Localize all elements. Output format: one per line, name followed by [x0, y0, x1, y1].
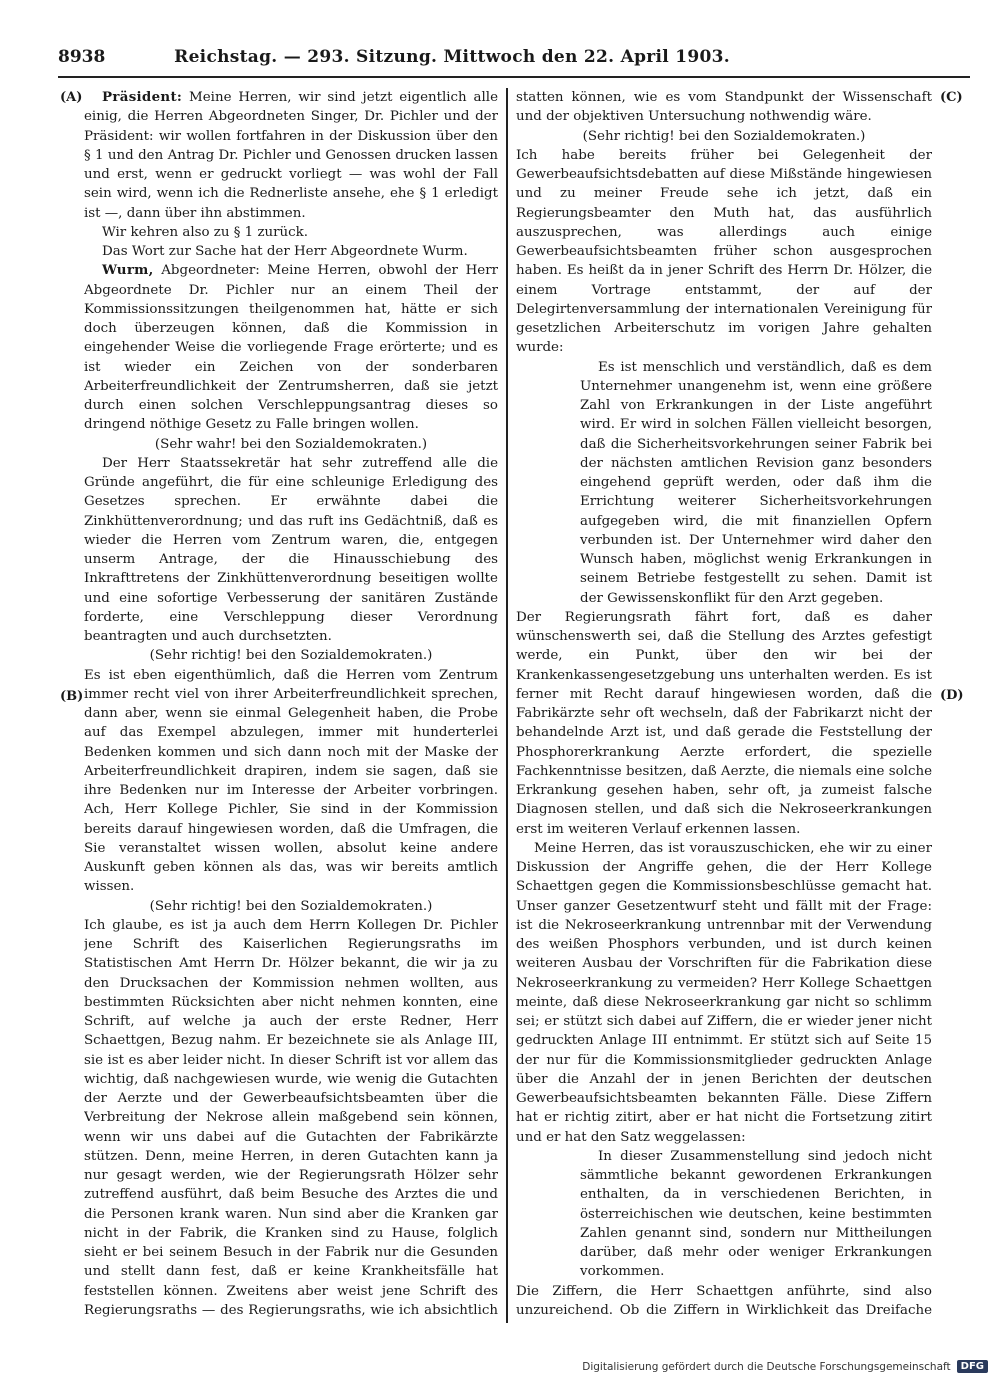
speaker-name: Präsident:	[102, 89, 183, 105]
header-rule	[58, 76, 970, 78]
paragraph-text: (Sehr richtig! bei den Sozialdemokraten.)	[149, 648, 433, 664]
paragraph-text: Das Wort zur Sache hat der Herr Abgeordnete Wurm.	[102, 244, 468, 259]
paragraph-text: In dieser Zusammenstellung sind jedoch nicht sämmtliche bekannt gewordenen Erkrankungen enthalten, da in verschiedenen Berichten, in österreichischen wie deutschen, keine bestimmten Zahlen genannt sind, sondern nur Mittheilungen darüber, daß mehr oder weniger Erkrankungen vorkommen.	[580, 1148, 932, 1280]
running-head: Reichstag. — 293. Sitzung. Mittwoch den 22. April 1903.	[174, 47, 730, 67]
paragraph-text: Es ist menschlich und verständlich, daß es dem Unternehmer unangenehm ist, wenn eine größere Zahl von Erkrankungen in der Liste angeführt wird. Er wird in solchen Fällen vielleicht besorgen, daß die Sicherheitsvorkehrungen seiner Fabrik bei der nächsten amtlichen Revision ganz besonders eingehend geprüft werden, oder daß ihm die Errichtung weiterer Sicherheitsvorkehrungen aufgegeben wird, die mit finanziellen Opfern verbunden ist. Der Unternehmer wird daher den Wunsch haben, möglichst wenig Erkrankungen in seinem Betriebe festgestellt zu sehen. Damit ist der Gewissenskonflikt für den Arzt gegeben.	[580, 359, 932, 606]
page-number: 8938	[58, 47, 106, 67]
margin-marker-b: (B)	[60, 689, 84, 704]
paragraph	[516, 146, 932, 358]
paragraph-text: Abgeordneter: Meine Herren, obwohl der Herr Abgeordnete Dr. Pichler nur an einem Theil der Kommissionssitzungen theilgenommen hat, hätte er sich doch überzeugen können, daß die Kommission in eingehender Weise die vorliegende Frage erörterte; und es ist wieder ein Zeichen von der sonderbaren Arbeiterfreundlichkeit der Zentrumsherren, daß sie jetzt durch einen solchen Verschleppungsantrag dieses so dringend nöthige Gesetz zu Falle bringen wollen.	[84, 263, 498, 433]
paragraph	[516, 1282, 932, 1319]
paragraph	[516, 608, 932, 839]
speaker-name: Wurm,	[102, 262, 154, 279]
paragraph	[84, 646, 498, 665]
margin-marker-a: (A)	[60, 90, 83, 105]
footer-credit: Digitalisierung gefördert durch die Deutsche Forschungsgemeinschaft	[582, 1360, 951, 1373]
paragraph	[84, 454, 498, 647]
paragraph	[84, 435, 498, 454]
margin-marker-d: (D)	[940, 688, 964, 703]
paragraph-text: Ich habe bereits früher bei Gelegenheit der Gewerbeaufsichtsdebatten auf diese Mißstände hingewiesen und zu meiner Freude sehe ich jetzt, daß ein Regierungsbeamter den Muth hat, das ausführlich auszusprechen, was allerdings auch einige Gewerbeaufsichtsbeamten früher schon ausgesprochen haben. Es heißt da in jener Schrift des Herrn Dr. Hölzer, die einem Vortrage entstammt, der auf der Delegirtenversammlung der internationalen Vereinigung für gesetzlichen Arbeiterschutz im vorigen Jahre gehalten wurde:	[516, 147, 932, 356]
paragraph	[516, 127, 932, 146]
paragraph-text: (Sehr richtig! bei den Sozialdemokraten.)	[582, 128, 866, 144]
paragraph	[580, 358, 932, 608]
paragraph	[84, 666, 498, 897]
paragraph-text: Ich glaube, es ist ja auch dem Herrn Kollegen Dr. Pichler jene Schrift des Kaiserlichen Regierungsraths im Statistischen Amt Herrn Dr. Hölzer bekannt, die wir ja zu den Drucksachen der Kommission nehmen wollten, aus bestimmten Rücksichten aber nicht nehmen konnten, eine Schrift, auf welche ja auch der erste Redner, Herr Schaettgen, Bezug nahm. Er bezeichnete sie als Anlage III, sie ist es aber leider nicht. In dieser Schrift ist vor allem das wichtig, daß nachgewiesen wurde, wie wenig die Gutachten der Aerzte und der Gewerbeaufsichtsbeamten über die Verbreitung der Nekrose allein maßgebend sein können, wenn wir uns dabei auf die Gutachten der Fabrikärzte stützen. Denn, meine Herren, in deren Gutachten kann ja nur gesagt werden, wie der Regierungsrath Hölzer sehr zutreffend ausführt, daß beim Besuche des Arztes die und die Personen krank waren. Nun sind aber die Kranken gar nicht in der Fabrik, die Kranken sind zu Hause, folglich sieht er bei seinem Besuch in der Fabrik nur die Gesunden und stellt dann fest, daß er keine Krankheitsfälle hat feststellen können. Zweitens aber weist jene Schrift des Regierungsraths — des Regierungsraths, wie ich absichtlich	[84, 917, 498, 1318]
paragraph-text: statten können, wie es vom Standpunkt der Wissenschaft und der objektiven Untersuchung nothwendig wäre.	[516, 90, 932, 125]
paragraph-text: Meine Herren, wir sind jetzt eigentlich alle einig, die Herren Abgeordneten Singer, Dr. Pichler und der Präsident: wir wollen fortfahren in der Diskussion über den § 1 und den Antrag Dr. Pichler und Genossen drucken lassen und erst, wenn er gedruckt vorliegt — was wohl der Fall sein wird, wenn ich die Rednerliste ansehe, ehe § 1 erledigt ist —, dann über ihn abstimmen.	[84, 90, 498, 221]
paragraph	[580, 1147, 932, 1282]
paragraph	[516, 839, 932, 1147]
column-divider	[506, 88, 508, 1323]
paragraph-text: (Sehr wahr! bei den Sozialdemokraten.)	[154, 436, 428, 452]
dfg-logo: DFG	[957, 1360, 988, 1373]
paragraph	[84, 242, 498, 261]
right-column	[516, 88, 932, 1318]
paragraph	[84, 88, 498, 223]
paragraph-text: Es ist eben eigenthümlich, daß die Herren vom Zentrum immer recht viel von ihrer Arbeiterfreundlichkeit sprechen, dann aber, wenn sie einmal Gelegenheit haben, die Probe auf das Exempel abzulegen, immer mit hunderterlei Bedenken kommen und sich dann noch mit der Maske der Arbeiterfreundlichkeit drapiren, indem sie sagen, daß sie ihre Bedenken nur im Interesse der Arbeiter vorbringen. Ach, Herr Kollege Pichler, Sie sind in der Kommission bereits darauf hingewiesen worden, daß die Umfragen, die Sie veranstaltet wissen wollen, absolut keine andere Auskunft geben können als das, was wir bereits amtlich wissen.	[84, 667, 498, 895]
left-column	[84, 88, 498, 1318]
margin-marker-c: (C)	[940, 90, 963, 105]
paragraph	[84, 261, 498, 434]
paragraph-text: Wir kehren also zu § 1 zurück.	[102, 224, 309, 240]
paragraph-text: Die Ziffern, die Herr Schaettgen anführte, sind also unzureichend. Ob die Ziffern in Wirklichkeit das Dreifache	[516, 1283, 932, 1318]
page-footer	[582, 1360, 988, 1373]
paragraph-text: (Sehr richtig! bei den Sozialdemokraten.)	[149, 898, 433, 914]
paragraph-text: Der Herr Staatssekretär hat sehr zutreffend alle die Gründe angeführt, die für eine schleunige Erledigung des Gesetzes sprechen. Er erwähnte dabei die Zinkhüttenverordnung; und das ruft ins Gedächtniß, daß es wieder die Herren vom Zentrum waren, die, entgegen unserm Antrage, der die Hinausschiebung des Inkrafttretens der Zinkhüttenverordnung beseitigen wollte und eine sofortige Verbesserung der sanitären Zustände forderte, eine Verschleppung dieser Verordnung beantragten und auch durchsetzten.	[84, 455, 498, 644]
paragraph	[84, 223, 498, 242]
page-header	[58, 42, 970, 72]
paragraph-text: Der Regierungsrath fährt fort, daß es daher wünschenswerth sei, daß die Stellung des Arztes gefestigt werde, ein Punkt, über den wir bei der Krankenkassengesetzgebung uns unterhalten werden. Es ist ferner mit Recht darauf hingewiesen worden, daß die Fabrikärzte sehr oft wechseln, daß der Fabrikarzt nicht der behandelnde Arzt ist, und daß gerade die Feststellung der Phosphorerkrankung Aerzte erfordert, die spezielle Fachkenntnisse besitzen, daß Aerzte, die niemals eine solche Erkrankung gesehen haben, sehr oft, ja zumeist falsche Diagnosen stellen, und daß sich die Nekroseerkrankungen erst im weiteren Verlauf erkennen lassen.	[516, 609, 932, 837]
paragraph	[84, 916, 498, 1318]
paragraph	[516, 88, 932, 127]
paragraph-text: Meine Herren, das ist vorauszuschicken, ehe wir zu einer Diskussion der Angriffe gehen, die der Herr Kollege Schaettgen gegen die Kommissionsbeschlüsse gemacht hat. Unser ganzer Gesetzentwurf steht und fällt mit der Frage: ist die Nekroseerkrankung untrennbar mit der Verwendung des weißen Phosphors verbunden, und ist durch keinen weiteren Ausbau der Vorschriften für die Fabrikation diese Nekroseerkrankung zu vermeiden? Herr Kollege Schaettgen meinte, daß diese Nekroseerkrankung gar nicht so schlimm sei; er stützt sich dabei auf Ziffern, die er wieder jener nicht gedruckten Anlage III entnimmt. Er stützt sich auf Seite 15 der nur für die Kommissionsmitglieder gedruckten Anlage über die Anzahl der in jenen Berichten der deutschen Gewerbeaufsichtsbeamten bekannten Fälle. Diese Ziffern hat er richtig zitirt, aber er hat nicht die Fortsetzung zitirt und er hat den Satz weggelassen:	[516, 840, 932, 1145]
paragraph	[84, 897, 498, 916]
